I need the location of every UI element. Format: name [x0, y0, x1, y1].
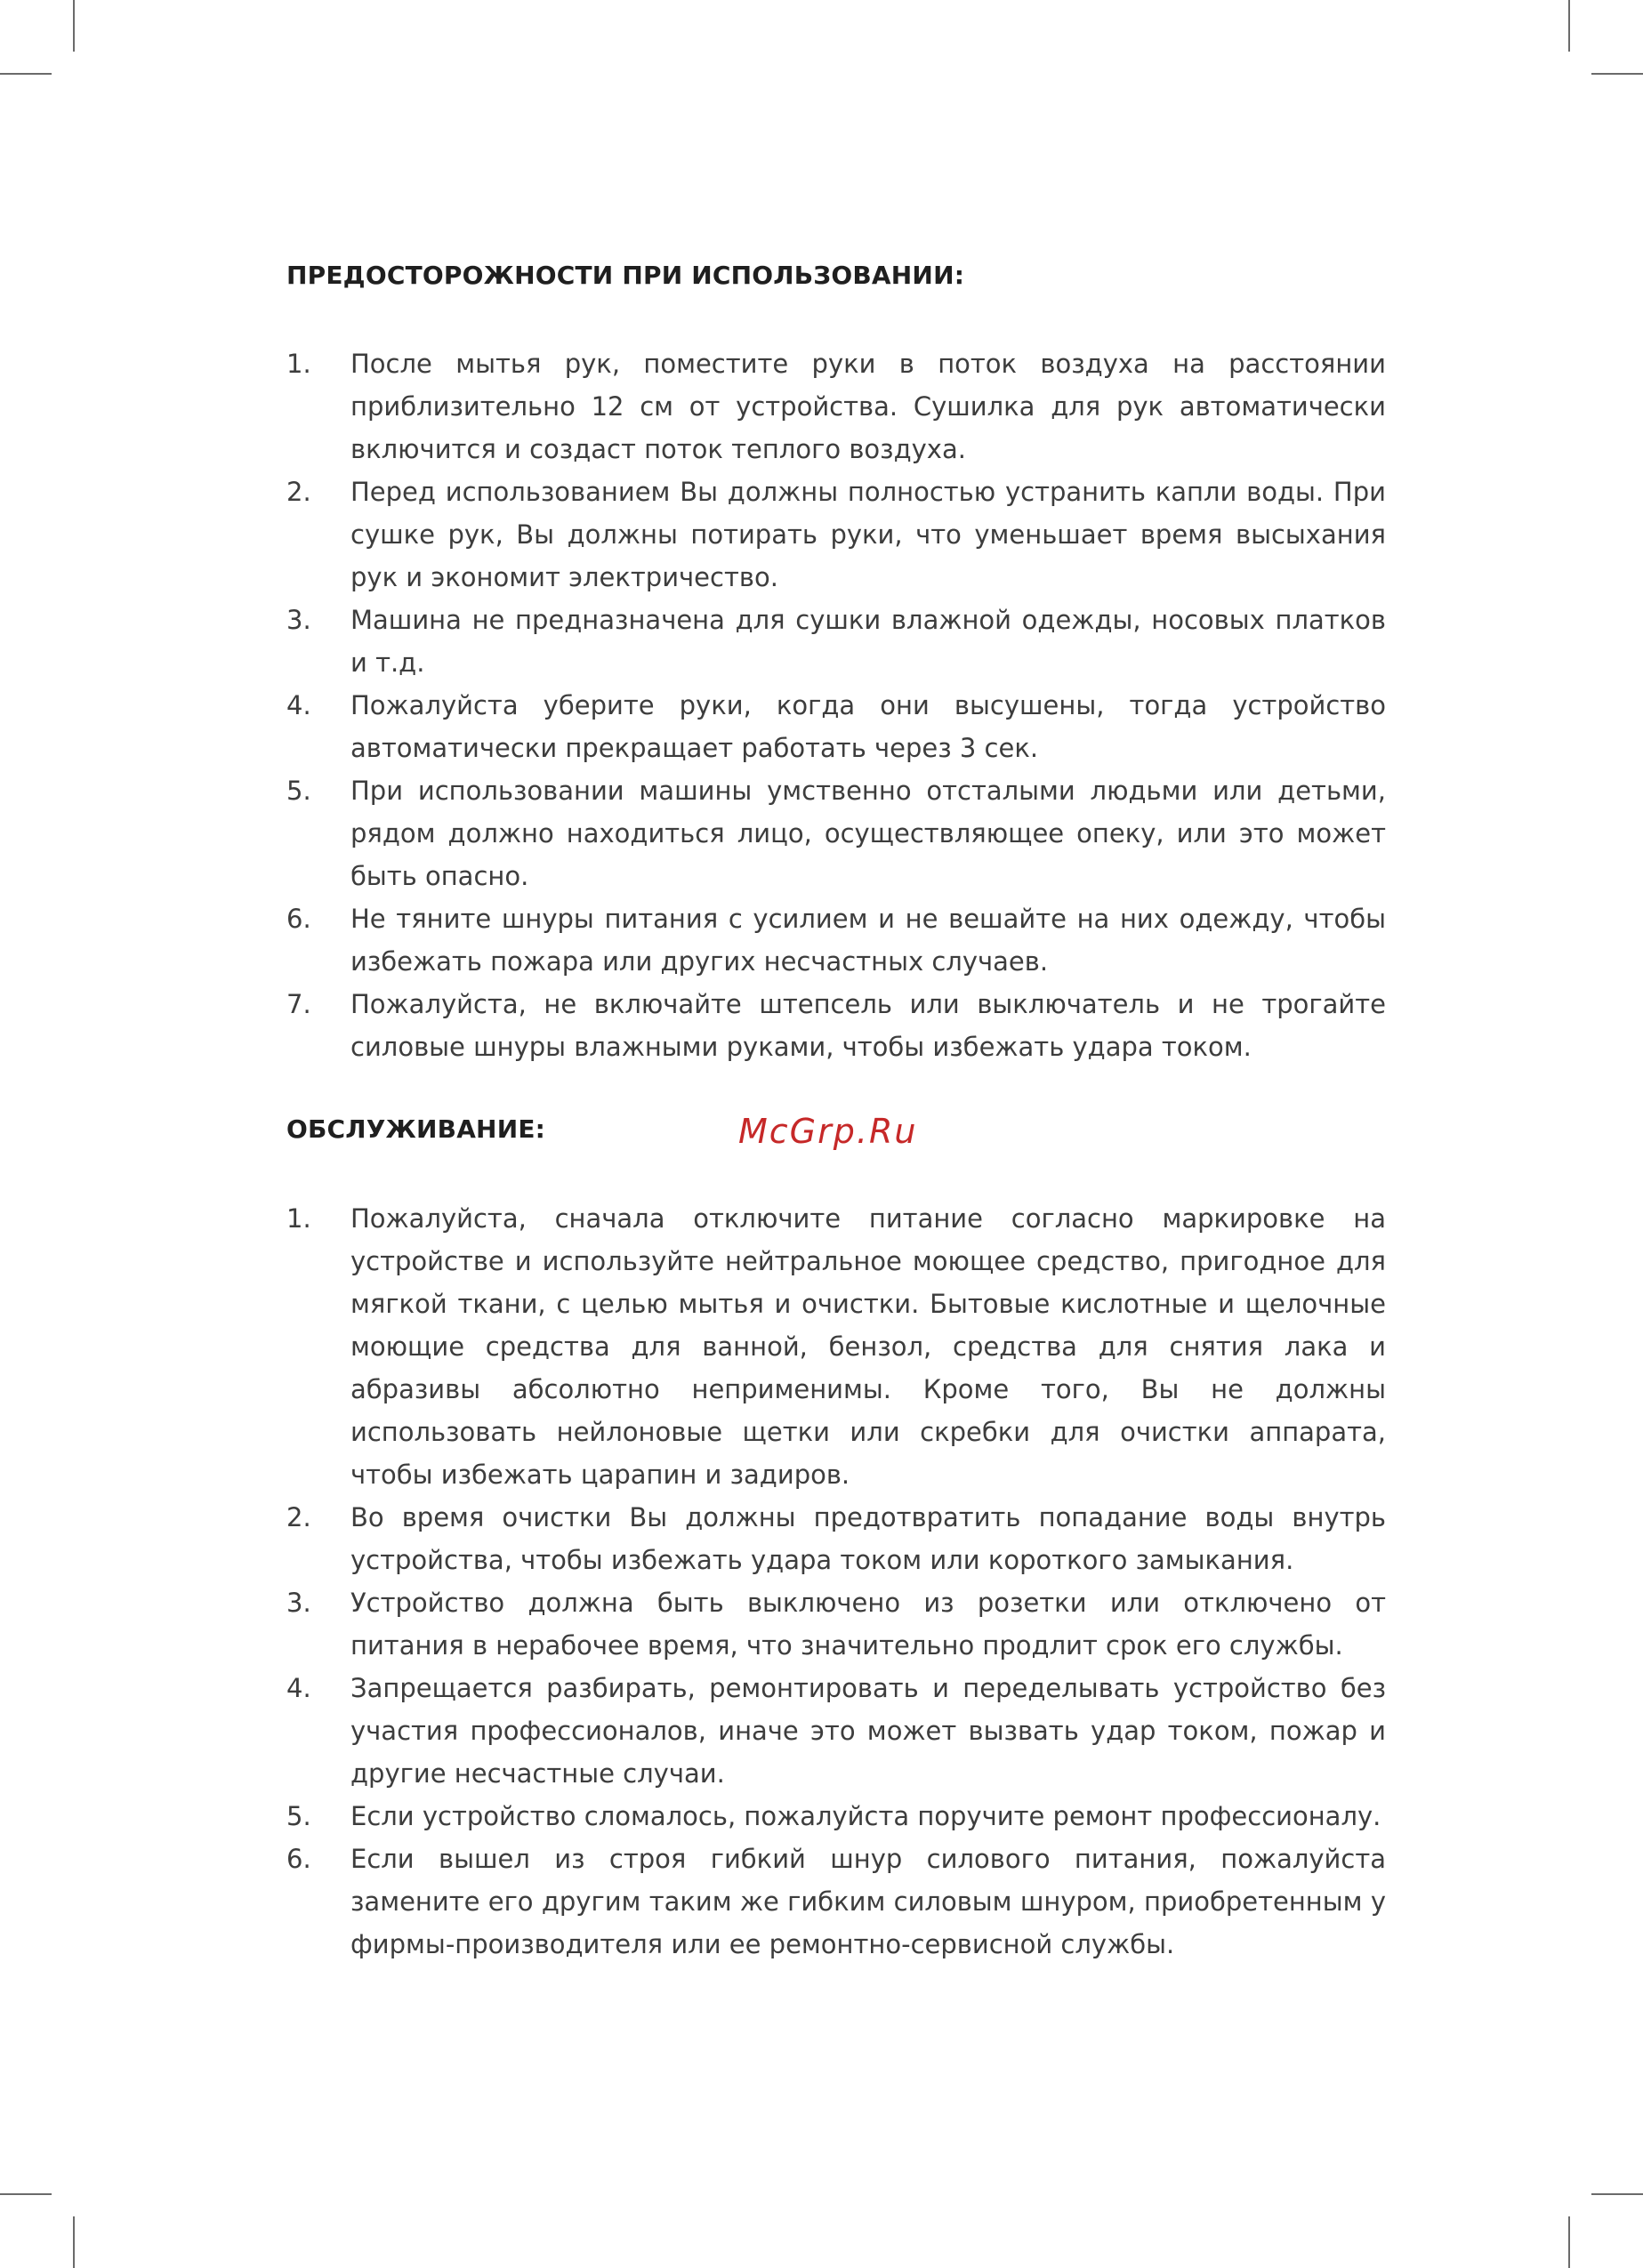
- crop-mark-top-left-horizontal: [0, 73, 52, 75]
- item-number: 6.: [286, 904, 311, 934]
- item-text: Перед использованием Вы должны полностью устранить капли воды. При сушке рук, Вы должны потирать руки, что уменьшает время высыхания рук и экономит электричество.: [350, 477, 1386, 592]
- list-item: [286, 470, 1386, 599]
- item-text: Пожалуйста, не включайте штепсель или выключатель и не трогайте силовые шнуры влажными руками, чтобы избежать удара током.: [350, 989, 1386, 1062]
- list-item: [286, 983, 1386, 1068]
- item-number: 1.: [286, 349, 311, 379]
- item-number: 4.: [286, 690, 311, 720]
- list-item: [286, 342, 1386, 470]
- watermark: McGrp.Ru: [738, 1112, 918, 1151]
- crop-mark-top-left-vertical: [73, 0, 75, 52]
- list-item: [286, 1581, 1386, 1667]
- item-text: При использовании машины умственно отсталыми людьми или детьми, рядом должно находиться лицо, осуществляющее опеку, или это может быть опасно.: [350, 776, 1386, 891]
- list-item: [286, 897, 1386, 983]
- list-item: [286, 1496, 1386, 1581]
- maintenance-list: [286, 1197, 1386, 1966]
- list-item: [286, 684, 1386, 769]
- item-number: 2.: [286, 1502, 311, 1532]
- item-text: Если устройство сломалось, пожалуйста поручите ремонт профессионалу.: [350, 1801, 1381, 1831]
- item-number: 6.: [286, 1844, 311, 1874]
- crop-mark-bottom-left-horizontal: [0, 2193, 52, 2195]
- list-item: [286, 1197, 1386, 1496]
- crop-mark-top-right-vertical: [1568, 0, 1570, 52]
- crop-mark-bottom-right-vertical: [1568, 2216, 1570, 2268]
- crop-mark-bottom-right-horizontal: [1591, 2193, 1643, 2195]
- item-number: 7.: [286, 989, 311, 1019]
- item-number: 4.: [286, 1673, 311, 1703]
- item-number: 2.: [286, 477, 311, 507]
- item-text: Если вышел из строя гибкий шнур силового питания, пожалуйста замените его другим таким же гибким силовым шнуром, приобретенным у фирмы-производителя или ее ремонтно-сервисной службы.: [350, 1844, 1386, 1959]
- item-number: 5.: [286, 776, 311, 806]
- maintenance-title: ОБСЛУЖИВАНИЕ:: [286, 1114, 546, 1144]
- item-text: Во время очистки Вы должны предотвратить попадание воды внутрь устройства, чтобы избежать удара током или короткого замыкания.: [350, 1502, 1386, 1575]
- crop-mark-bottom-left-vertical: [73, 2216, 75, 2268]
- item-text: Запрещается разбирать, ремонтировать и переделывать устройство без участия профессионалов, иначе это может вызвать удар током, пожар и другие несчастные случаи.: [350, 1673, 1386, 1789]
- item-text: После мытья рук, поместите руки в поток воздуха на расстоянии приблизительно 12 см от устройства. Сушилка для рук автоматически включится и создаст поток теплого воздуха.: [350, 349, 1386, 464]
- list-item: [286, 1795, 1386, 1838]
- list-item: [286, 1838, 1386, 1966]
- item-number: 5.: [286, 1801, 311, 1831]
- item-number: 3.: [286, 1588, 311, 1618]
- item-text: Устройство должна быть выключено из розетки или отключено от питания в нерабочее время, что значительно продлит срок его службы.: [350, 1588, 1386, 1661]
- list-item: [286, 1667, 1386, 1795]
- list-item: [286, 599, 1386, 684]
- item-text: Машина не предназначена для сушки влажной одежды, носовых платков и т.д.: [350, 605, 1386, 678]
- precautions-title: ПРЕДОСТОРОЖНОСТИ ПРИ ИСПОЛЬЗОВАНИИ:: [286, 261, 965, 290]
- item-number: 1.: [286, 1203, 311, 1234]
- item-number: 3.: [286, 605, 311, 635]
- item-text: Не тяните шнуры питания с усилием и не вешайте на них одежду, чтобы избежать пожара или других несчастных случаев.: [350, 904, 1386, 977]
- crop-mark-top-right-horizontal: [1591, 73, 1643, 75]
- precautions-list: [286, 342, 1386, 1068]
- list-item: [286, 769, 1386, 897]
- item-text: Пожалуйста, сначала отключите питание согласно маркировке на устройстве и используйте нейтральное моющее средство, пригодное для мягкой ткани, с целью мытья и очистки. Бытовые кислотные и щелочные моющие средства для ванной, бензол, средства для снятия лака и абразивы абсолютно неприменимы. Кроме того, Вы не должны использовать нейлоновые щетки или скребки для очистки аппарата, чтобы избежать царапин и задиров.: [350, 1203, 1386, 1490]
- item-text: Пожалуйста уберите руки, когда они высушены, тогда устройство автоматически прекращает работать через 3 сек.: [350, 690, 1386, 763]
